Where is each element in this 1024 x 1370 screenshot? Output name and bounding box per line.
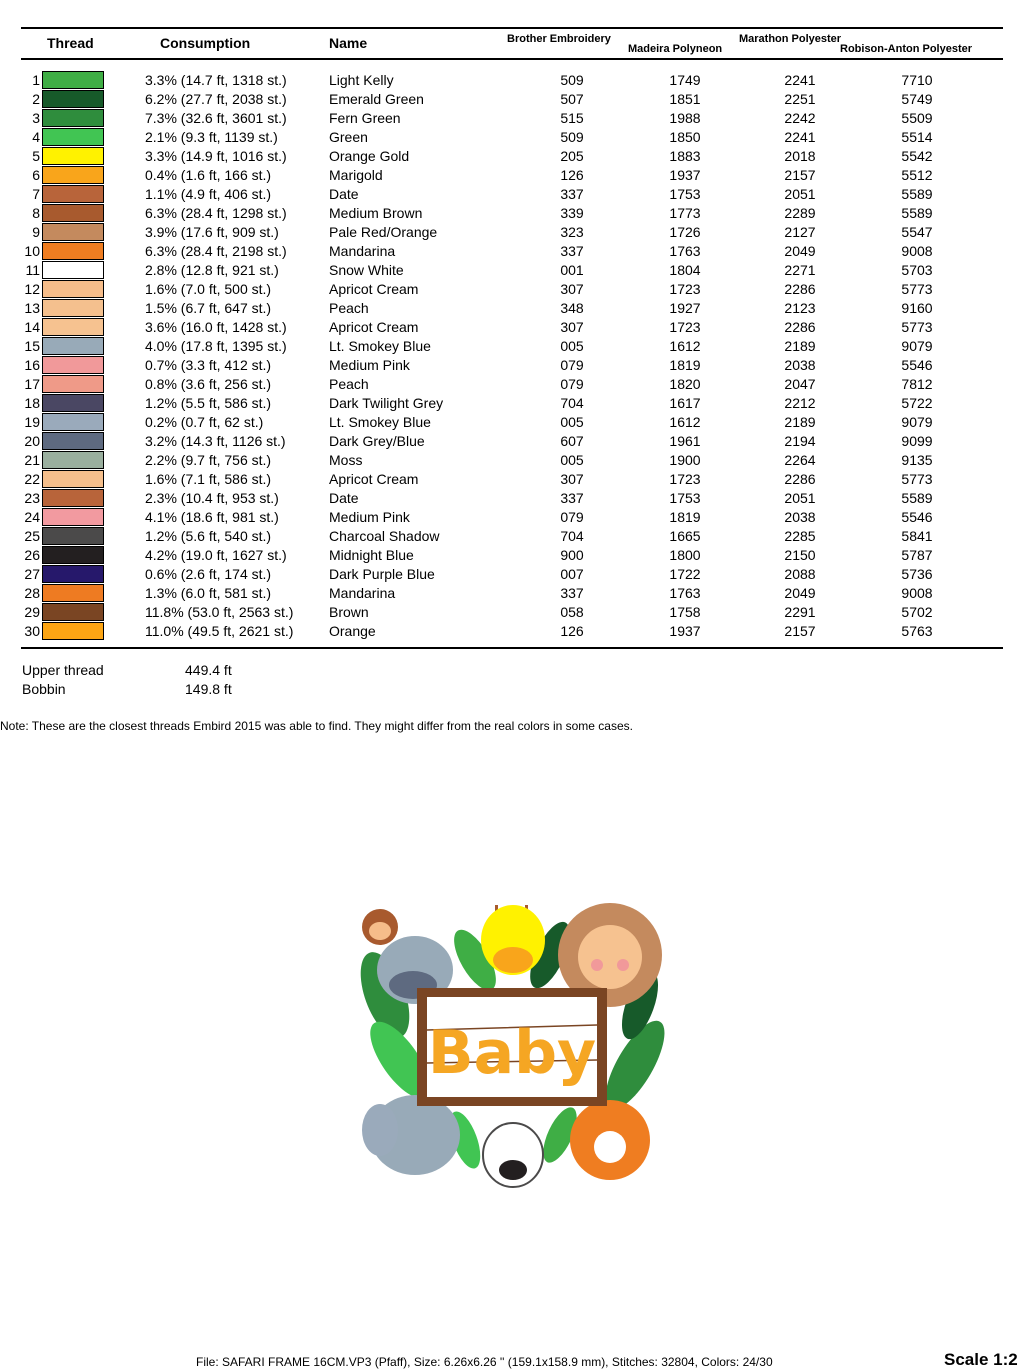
marathon-code-cell: 2212	[784, 395, 816, 411]
thread-number: 12	[24, 281, 40, 297]
consumption-cell: 0.8% (3.6 ft, 256 st.)	[145, 376, 272, 392]
marathon-code-cell: 2051	[784, 490, 816, 506]
color-swatch	[42, 299, 104, 317]
table-row	[0, 356, 1024, 375]
brother-code-cell: 900	[560, 547, 584, 563]
thread-number: 9	[32, 224, 40, 240]
color-swatch	[42, 565, 104, 583]
table-row	[0, 432, 1024, 451]
robison-code-cell: 5547	[901, 224, 933, 240]
color-swatch	[42, 527, 104, 545]
consumption-cell: 3.6% (16.0 ft, 1428 st.)	[145, 319, 287, 335]
thread-name-cell: Medium Pink	[329, 509, 410, 525]
color-swatch	[42, 318, 104, 336]
madeira-code-cell: 1617	[669, 395, 701, 411]
consumption-cell: 2.1% (9.3 ft, 1139 st.)	[145, 129, 278, 145]
brother-code-cell: 337	[560, 490, 584, 506]
thread-name-cell: Marigold	[329, 167, 383, 183]
brother-code-cell: 005	[560, 452, 584, 468]
thread-name-cell: Pale Red/Orange	[329, 224, 438, 240]
color-swatch	[42, 432, 104, 450]
table-row	[0, 413, 1024, 432]
color-swatch	[42, 90, 104, 108]
thread-name-cell: Dark Purple Blue	[329, 566, 435, 582]
robison-code-cell: 5749	[901, 91, 933, 107]
marathon-code-cell: 2150	[784, 547, 816, 563]
thread-name-cell: Light Kelly	[329, 72, 394, 88]
madeira-code-cell: 1722	[669, 566, 701, 582]
brother-code-cell: 307	[560, 319, 584, 335]
consumption-cell: 1.6% (7.0 ft, 500 st.)	[145, 281, 272, 297]
thread-number: 30	[24, 623, 40, 639]
thread-name-cell: Peach	[329, 376, 369, 392]
brother-code-cell: 339	[560, 205, 584, 221]
color-swatch	[42, 242, 104, 260]
thread-number: 15	[24, 338, 40, 354]
thread-name-cell: Date	[329, 186, 359, 202]
zebra-figure	[483, 1123, 543, 1187]
color-swatch	[42, 185, 104, 203]
color-swatch	[42, 375, 104, 393]
robison-code-cell: 5546	[901, 357, 933, 373]
madeira-code-cell: 1726	[669, 224, 701, 240]
color-swatch	[42, 109, 104, 127]
consumption-cell: 1.5% (6.7 ft, 647 st.)	[145, 300, 272, 316]
thread-name-cell: Mandarina	[329, 243, 396, 259]
thread-name-cell: Fern Green	[329, 110, 401, 126]
consumption-cell: 7.3% (32.6 ft, 3601 st.)	[145, 110, 287, 126]
thread-name-cell: Apricot Cream	[329, 471, 419, 487]
brother-code-cell: 323	[560, 224, 584, 240]
table-row	[0, 603, 1024, 622]
thread-name-cell: Dark Grey/Blue	[329, 433, 425, 449]
consumption-cell: 0.6% (2.6 ft, 174 st.)	[145, 566, 272, 582]
consumption-cell: 3.9% (17.6 ft, 909 st.)	[145, 224, 279, 240]
brother-code-cell: 307	[560, 281, 584, 297]
thread-name-cell: Medium Pink	[329, 357, 410, 373]
brother-code-cell: 607	[560, 433, 584, 449]
robison-code-cell: 9099	[901, 433, 933, 449]
table-row	[0, 166, 1024, 185]
marathon-code-cell: 2038	[784, 357, 816, 373]
thread-number: 25	[24, 528, 40, 544]
table-row	[0, 451, 1024, 470]
marathon-code-cell: 2264	[784, 452, 816, 468]
consumption-cell: 6.3% (28.4 ft, 2198 st.)	[145, 243, 287, 259]
thread-number: 6	[32, 167, 40, 183]
robison-code-cell: 9079	[901, 338, 933, 354]
robison-code-cell: 9135	[901, 452, 933, 468]
table-row	[0, 261, 1024, 280]
thread-name-cell: Snow White	[329, 262, 404, 278]
header-marathon: Marathon Polyester	[739, 33, 842, 45]
thread-note: Note: These are the closest threads Embird 2015 was able to find. They might differ from the real colors in some cases.	[0, 719, 633, 733]
robison-code-cell: 5589	[901, 205, 933, 221]
header-madeira: Madeira Polyneon	[628, 43, 723, 55]
robison-code-cell: 5773	[901, 319, 933, 335]
madeira-code-cell: 1819	[669, 357, 701, 373]
madeira-code-cell: 1961	[669, 433, 701, 449]
madeira-code-cell: 1937	[669, 167, 701, 183]
color-swatch	[42, 71, 104, 89]
thread-name-cell: Emerald Green	[329, 91, 424, 107]
color-swatch	[42, 394, 104, 412]
madeira-code-cell: 1723	[669, 319, 701, 335]
robison-code-cell: 5509	[901, 110, 933, 126]
color-swatch	[42, 622, 104, 640]
robison-code-cell: 5546	[901, 509, 933, 525]
table-row	[0, 147, 1024, 166]
robison-code-cell: 5787	[901, 547, 933, 563]
marathon-code-cell: 2189	[784, 414, 816, 430]
consumption-cell: 2.3% (10.4 ft, 953 st.)	[145, 490, 279, 506]
thread-number: 7	[32, 186, 40, 202]
consumption-cell: 3.3% (14.7 ft, 1318 st.)	[145, 72, 287, 88]
thread-name-cell: Moss	[329, 452, 363, 468]
brother-code-cell: 507	[560, 91, 584, 107]
thread-number: 26	[24, 547, 40, 563]
table-row	[0, 546, 1024, 565]
thread-number: 16	[24, 357, 40, 373]
color-swatch	[42, 337, 104, 355]
marathon-code-cell: 2047	[784, 376, 816, 392]
marathon-code-cell: 2038	[784, 509, 816, 525]
thread-number: 29	[24, 604, 40, 620]
robison-code-cell: 5773	[901, 281, 933, 297]
thread-table-body	[0, 71, 1024, 641]
table-row	[0, 489, 1024, 508]
consumption-cell: 1.3% (6.0 ft, 581 st.)	[145, 585, 272, 601]
table-row	[0, 565, 1024, 584]
thread-number: 19	[24, 414, 40, 430]
scale-label: Scale 1:2	[944, 1350, 1018, 1369]
consumption-cell: 0.2% (0.7 ft, 62 st.)	[145, 414, 264, 430]
madeira-code-cell: 1819	[669, 509, 701, 525]
color-swatch	[42, 261, 104, 279]
madeira-code-cell: 1900	[669, 452, 701, 468]
giraffe-figure	[481, 905, 545, 975]
robison-code-cell: 9008	[901, 243, 933, 259]
table-bottom-rule	[21, 647, 1003, 649]
marathon-code-cell: 2194	[784, 433, 816, 449]
consumption-cell: 6.2% (27.7 ft, 2038 st.)	[145, 91, 287, 107]
table-row	[0, 204, 1024, 223]
table-row	[0, 337, 1024, 356]
bobbin-value: 149.8 ft	[185, 681, 232, 697]
madeira-code-cell: 1804	[669, 262, 701, 278]
consumption-cell: 3.3% (14.9 ft, 1016 st.)	[145, 148, 287, 164]
robison-code-cell: 5514	[901, 129, 933, 145]
marathon-code-cell: 2157	[784, 167, 816, 183]
thread-name-cell: Medium Brown	[329, 205, 423, 221]
marathon-code-cell: 2271	[784, 262, 816, 278]
marathon-code-cell: 2251	[784, 91, 816, 107]
marathon-code-cell: 2189	[784, 338, 816, 354]
robison-code-cell: 7812	[901, 376, 933, 392]
consumption-cell: 6.3% (28.4 ft, 1298 st.)	[145, 205, 287, 221]
robison-code-cell: 5841	[901, 528, 933, 544]
thread-name-cell: Apricot Cream	[329, 281, 419, 297]
thread-name-cell: Charcoal Shadow	[329, 528, 440, 544]
thread-name-cell: Orange Gold	[329, 148, 410, 164]
brother-code-cell: 337	[560, 186, 584, 202]
brother-code-cell: 007	[560, 566, 584, 582]
brother-code-cell: 704	[560, 528, 584, 544]
madeira-code-cell: 1927	[669, 300, 701, 316]
table-row	[0, 318, 1024, 337]
marathon-code-cell: 2286	[784, 319, 816, 335]
thread-name-cell: Green	[329, 129, 368, 145]
thread-name-cell: Lt. Smokey Blue	[329, 414, 431, 430]
file-info: File: SAFARI FRAME 16CM.VP3 (Pfaff), Size: 6.26x6.26 '' (159.1x158.9 mm), Stitches: 32804, Colors: 24/30	[196, 1355, 773, 1369]
monkey-figure	[362, 909, 398, 945]
brother-code-cell: 509	[560, 129, 584, 145]
thread-name-cell: Apricot Cream	[329, 319, 419, 335]
color-swatch	[42, 451, 104, 469]
madeira-code-cell: 1937	[669, 623, 701, 639]
marathon-code-cell: 2049	[784, 585, 816, 601]
header-name: Name	[329, 35, 368, 51]
consumption-cell: 11.8% (53.0 ft, 2563 st.)	[145, 604, 294, 620]
marathon-code-cell: 2285	[784, 528, 816, 544]
marathon-code-cell: 2049	[784, 243, 816, 259]
bobbin-label: Bobbin	[22, 681, 66, 697]
marathon-code-cell: 2286	[784, 281, 816, 297]
madeira-code-cell: 1851	[669, 91, 701, 107]
madeira-code-cell: 1763	[669, 585, 701, 601]
marathon-code-cell: 2157	[784, 623, 816, 639]
brother-code-cell: 704	[560, 395, 584, 411]
robison-code-cell: 9079	[901, 414, 933, 430]
marathon-code-cell: 2241	[784, 129, 816, 145]
consumption-cell: 11.0% (49.5 ft, 2621 st.)	[145, 623, 294, 639]
robison-code-cell: 5542	[901, 148, 933, 164]
marathon-code-cell: 2123	[784, 300, 816, 316]
color-swatch	[42, 147, 104, 165]
robison-code-cell: 5763	[901, 623, 933, 639]
color-swatch	[42, 470, 104, 488]
marathon-code-cell: 2127	[784, 224, 816, 240]
elephant-figure	[362, 1095, 460, 1175]
madeira-code-cell: 1723	[669, 281, 701, 297]
brother-code-cell: 515	[560, 110, 584, 126]
header-thread: Thread	[47, 35, 94, 51]
thread-name-cell: Lt. Smokey Blue	[329, 338, 431, 354]
thread-number: 8	[32, 205, 40, 221]
color-swatch	[42, 584, 104, 602]
thread-name-cell: Peach	[329, 300, 369, 316]
robison-code-cell: 5589	[901, 490, 933, 506]
thread-number: 10	[24, 243, 40, 259]
thread-number: 5	[32, 148, 40, 164]
madeira-code-cell: 1773	[669, 205, 701, 221]
header-brother: Brother Embroidery	[507, 33, 611, 45]
madeira-code-cell: 1723	[669, 471, 701, 487]
thread-number: 20	[24, 433, 40, 449]
robison-code-cell: 5589	[901, 186, 933, 202]
robison-code-cell: 5736	[901, 566, 933, 582]
brother-code-cell: 005	[560, 414, 584, 430]
madeira-code-cell: 1758	[669, 604, 701, 620]
marathon-code-cell: 2051	[784, 186, 816, 202]
brother-code-cell: 079	[560, 357, 584, 373]
thread-number: 27	[24, 566, 40, 582]
thread-name-cell: Midnight Blue	[329, 547, 414, 563]
brother-code-cell: 058	[560, 604, 584, 620]
brother-code-cell: 509	[560, 72, 584, 88]
table-row	[0, 128, 1024, 147]
table-row	[0, 622, 1024, 641]
color-swatch	[42, 413, 104, 431]
madeira-code-cell: 1749	[669, 72, 701, 88]
robison-code-cell: 5722	[901, 395, 933, 411]
madeira-code-cell: 1850	[669, 129, 701, 145]
consumption-cell: 1.2% (5.5 ft, 586 st.)	[145, 395, 272, 411]
consumption-cell: 2.2% (9.7 ft, 756 st.)	[145, 452, 272, 468]
madeira-code-cell: 1612	[669, 338, 701, 354]
consumption-cell: 4.1% (18.6 ft, 981 st.)	[145, 509, 279, 525]
brother-code-cell: 126	[560, 623, 584, 639]
brother-code-cell: 079	[560, 509, 584, 525]
table-row	[0, 470, 1024, 489]
table-row	[0, 584, 1024, 603]
color-swatch	[42, 356, 104, 374]
table-row	[0, 90, 1024, 109]
marathon-code-cell: 2289	[784, 205, 816, 221]
thread-number: 23	[24, 490, 40, 506]
thread-number: 14	[24, 319, 40, 335]
thread-number: 21	[24, 452, 40, 468]
table-row	[0, 109, 1024, 128]
table-row	[0, 299, 1024, 318]
table-row	[0, 375, 1024, 394]
color-swatch	[42, 128, 104, 146]
brother-code-cell: 205	[560, 148, 584, 164]
upper-thread-value: 449.4 ft	[185, 662, 232, 678]
robison-code-cell: 5773	[901, 471, 933, 487]
thread-number: 18	[24, 395, 40, 411]
thread-number: 2	[32, 91, 40, 107]
table-row	[0, 185, 1024, 204]
consumption-cell: 0.4% (1.6 ft, 166 st.)	[145, 167, 272, 183]
robison-code-cell: 9008	[901, 585, 933, 601]
table-header-rule	[21, 58, 1003, 60]
thread-number: 1	[32, 72, 40, 88]
embroidery-design-preview	[355, 885, 665, 1195]
color-swatch	[42, 508, 104, 526]
madeira-code-cell: 1612	[669, 414, 701, 430]
thread-name-cell: Orange	[329, 623, 376, 639]
consumption-cell: 4.2% (19.0 ft, 1627 st.)	[145, 547, 287, 563]
header-robison: Robison-Anton Polyester	[840, 43, 973, 55]
color-swatch	[42, 223, 104, 241]
table-row	[0, 71, 1024, 90]
brother-code-cell: 307	[560, 471, 584, 487]
thread-name-cell: Brown	[329, 604, 369, 620]
table-row	[0, 223, 1024, 242]
upper-thread-label: Upper thread	[22, 662, 104, 678]
table-row	[0, 394, 1024, 413]
thread-name-cell: Date	[329, 490, 359, 506]
madeira-code-cell: 1753	[669, 186, 701, 202]
madeira-code-cell: 1665	[669, 528, 701, 544]
consumption-cell: 0.7% (3.3 ft, 412 st.)	[145, 357, 272, 373]
brother-code-cell: 005	[560, 338, 584, 354]
table-row	[0, 527, 1024, 546]
consumption-cell: 2.8% (12.8 ft, 921 st.)	[145, 262, 279, 278]
brother-code-cell: 001	[560, 262, 584, 278]
color-swatch	[42, 204, 104, 222]
brother-code-cell: 337	[560, 243, 584, 259]
color-swatch	[42, 489, 104, 507]
brother-code-cell: 126	[560, 167, 584, 183]
madeira-code-cell: 1883	[669, 148, 701, 164]
marathon-code-cell: 2241	[784, 72, 816, 88]
robison-code-cell: 7710	[901, 72, 933, 88]
robison-code-cell: 5703	[901, 262, 933, 278]
color-swatch	[42, 166, 104, 184]
robison-code-cell: 9160	[901, 300, 933, 316]
marathon-code-cell: 2018	[784, 148, 816, 164]
consumption-cell: 1.1% (4.9 ft, 406 st.)	[145, 186, 272, 202]
color-swatch	[42, 603, 104, 621]
thread-number: 4	[32, 129, 40, 145]
thread-number: 3	[32, 110, 40, 126]
marathon-code-cell: 2242	[784, 110, 816, 126]
madeira-code-cell: 1820	[669, 376, 701, 392]
header-consumption: Consumption	[160, 35, 251, 51]
thread-number: 28	[24, 585, 40, 601]
thread-number: 24	[24, 509, 40, 525]
thread-number: 17	[24, 376, 40, 392]
brother-code-cell: 348	[560, 300, 584, 316]
madeira-code-cell: 1988	[669, 110, 701, 126]
thread-name-cell: Mandarina	[329, 585, 396, 601]
consumption-cell: 4.0% (17.8 ft, 1395 st.)	[145, 338, 287, 354]
table-top-rule	[21, 27, 1003, 29]
sign-baby-text: Baby	[427, 1018, 597, 1088]
table-row	[0, 242, 1024, 261]
madeira-code-cell: 1800	[669, 547, 701, 563]
table-row	[0, 508, 1024, 527]
madeira-code-cell: 1753	[669, 490, 701, 506]
marathon-code-cell: 2088	[784, 566, 816, 582]
consumption-cell: 1.6% (7.1 ft, 586 st.)	[145, 471, 272, 487]
thread-number: 13	[24, 300, 40, 316]
color-swatch	[42, 280, 104, 298]
tiger-figure	[570, 1100, 650, 1180]
color-swatch	[42, 546, 104, 564]
brother-code-cell: 337	[560, 585, 584, 601]
consumption-cell: 3.2% (14.3 ft, 1126 st.)	[145, 433, 286, 449]
table-row	[0, 280, 1024, 299]
marathon-code-cell: 2291	[784, 604, 816, 620]
thread-number: 22	[24, 471, 40, 487]
consumption-cell: 1.2% (5.6 ft, 540 st.)	[145, 528, 272, 544]
marathon-code-cell: 2286	[784, 471, 816, 487]
robison-code-cell: 5512	[901, 167, 933, 183]
robison-code-cell: 5702	[901, 604, 933, 620]
thread-name-cell: Dark Twilight Grey	[329, 395, 444, 411]
madeira-code-cell: 1763	[669, 243, 701, 259]
thread-number: 11	[25, 262, 40, 278]
brother-code-cell: 079	[560, 376, 584, 392]
